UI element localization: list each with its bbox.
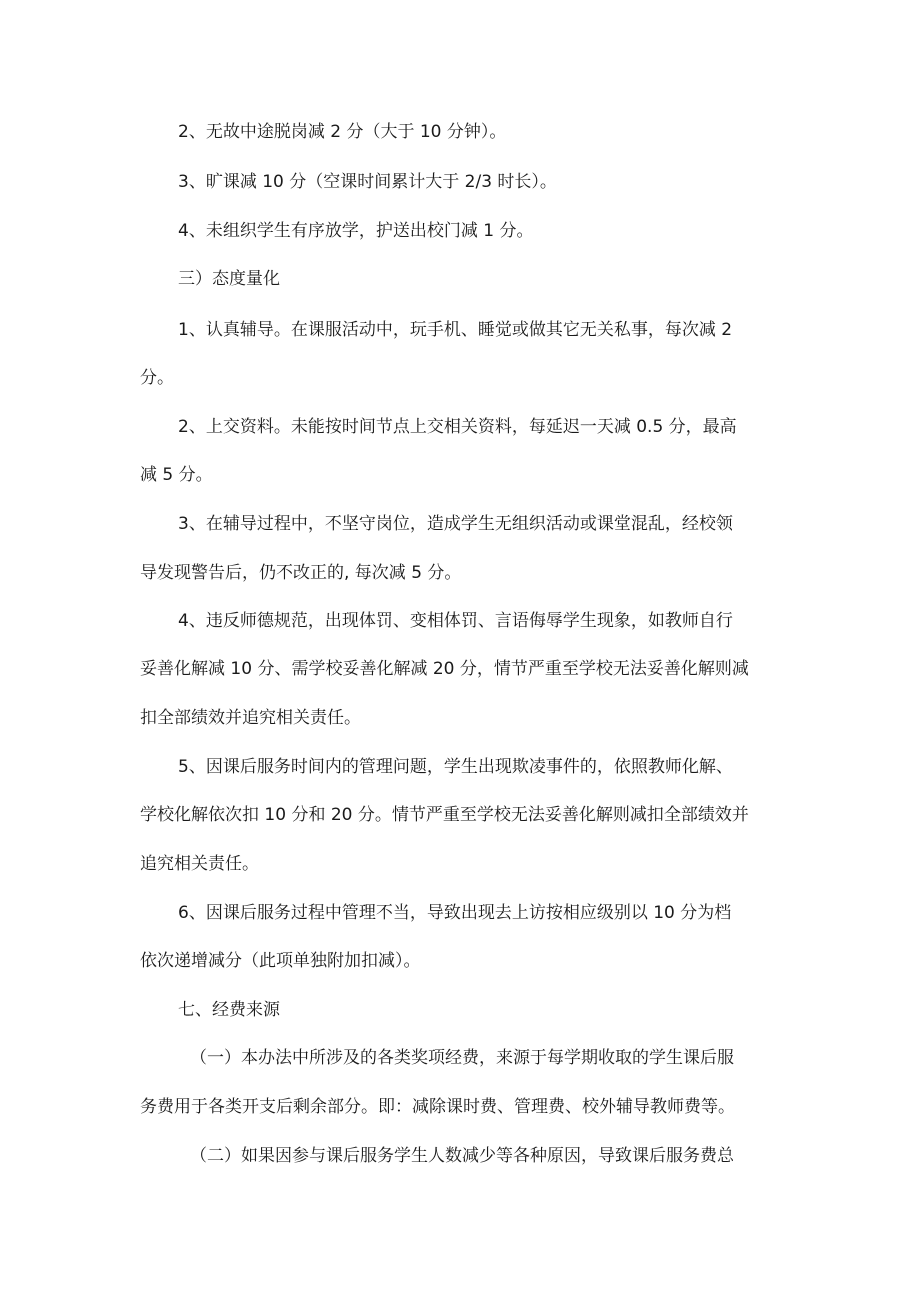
text-line: 2、无故中途脱岗减 2 分（大于 10 分钟）。	[178, 122, 507, 142]
section-heading: 七、经费来源	[178, 1000, 280, 1020]
text-line: 务费用于各类开支后剩余部分。即：减除课时费、管理费、校外辅导教师费等。	[140, 1097, 735, 1117]
text-line: 分。	[140, 368, 174, 388]
text-line: 依次递增减分（此项单独附加扣减）。	[140, 951, 421, 971]
text-line: （一）本办法中所涉及的各类奖项经费，来源于每学期收取的学生课后服	[190, 1048, 734, 1068]
text-line: 4、未组织学生有序放学，护送出校门减 1 分。	[178, 221, 534, 241]
text-line: 6、因课后服务过程中管理不当，导致出现去上访按相应级别以 10 分为档	[178, 903, 732, 923]
text-line: 扣全部绩效并追究相关责任。	[140, 708, 361, 728]
text-line: 3、在辅导过程中，不坚守岗位，造成学生无组织活动或课堂混乱，经校领	[178, 514, 733, 534]
text-line: 2、上交资料。未能按时间节点上交相关资料，每延迟一天减 0.5 分，最高	[178, 417, 737, 437]
text-line: 4、违反师德规范，出现体罚、变相体罚、言语侮辱学生现象，如教师自行	[178, 611, 733, 631]
text-line: 追究相关责任。	[140, 854, 259, 874]
text-line: （二）如果因参与课后服务学生人数减少等各种原因，导致课后服务费总	[190, 1146, 734, 1166]
section-heading: 三）态度量化	[178, 269, 280, 289]
text-line: 妥善化解减 10 分、需学校妥善化解减 20 分，情节严重至学校无法妥善化解则减	[140, 659, 749, 679]
text-line: 减 5 分。	[140, 465, 213, 485]
text-line: 3、旷课减 10 分（空课时间累计大于 2/3 时长）。	[178, 172, 557, 192]
text-line: 学校化解依次扣 10 分和 20 分。情节严重至学校无法妥善化解则减扣全部绩效并	[140, 805, 749, 825]
text-line: 导发现警告后，仍不改正的, 每次减 5 分。	[140, 563, 462, 583]
text-line: 5、因课后服务时间内的管理问题，学生出现欺凌事件的，依照教师化解、	[178, 757, 733, 777]
text-line: 1、认真辅导。在课服活动中，玩手机、睡觉或做其它无关私事，每次减 2	[178, 320, 733, 340]
